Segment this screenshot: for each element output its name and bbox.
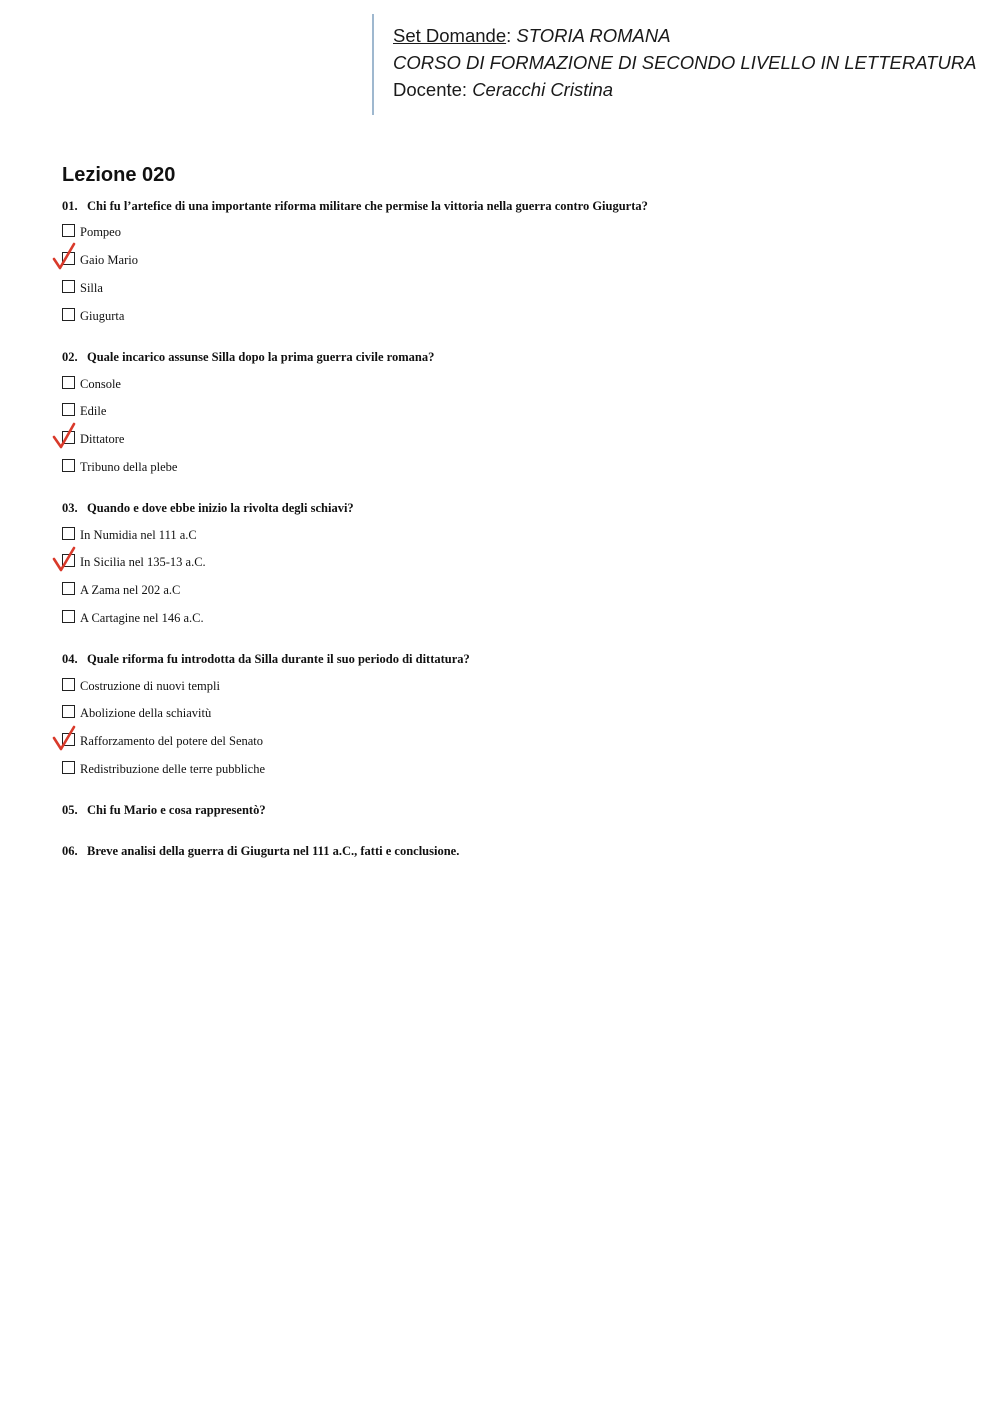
teacher-label: Docente:	[393, 79, 473, 100]
question-number: 05.	[62, 803, 78, 817]
question-text: Quale riforma fu introdotta da Silla durante il suo periodo di dittatura?	[87, 652, 470, 666]
answer-checkbox[interactable]	[62, 280, 75, 293]
header-rule	[372, 14, 374, 115]
answer-label: In Sicilia nel 135-13 a.C.	[80, 555, 206, 569]
set-label: Set Domande	[393, 25, 507, 46]
checkmark-icon	[52, 243, 80, 271]
set-line	[393, 22, 998, 49]
question	[62, 802, 266, 818]
answer-checkbox[interactable]	[62, 459, 75, 472]
answer-checkbox[interactable]	[62, 308, 75, 321]
answer-label: Tribuno della plebe	[80, 460, 178, 474]
answer-label: Silla	[80, 281, 103, 295]
set-value: STORIA ROMANA	[516, 25, 671, 46]
answer-label: In Numidia nel 111 a.C	[80, 528, 197, 542]
question-number: 06.	[62, 844, 78, 858]
answer-checkbox[interactable]	[62, 678, 75, 691]
checkmark-icon	[52, 724, 80, 752]
answer-label: Abolizione della schiavitù	[80, 706, 212, 720]
answer-checkbox[interactable]	[62, 582, 75, 595]
answer-checkbox[interactable]	[62, 761, 75, 774]
question-text: Quale incarico assunse Silla dopo la prima guerra civile romana?	[87, 350, 435, 364]
answer-label: Gaio Mario	[80, 253, 138, 267]
answer-label: Edile	[80, 404, 107, 418]
answer-label: Console	[80, 377, 121, 391]
question	[62, 198, 648, 214]
set-separator: :	[506, 25, 517, 46]
course-line	[393, 49, 998, 76]
document-header	[393, 22, 998, 103]
answer-label: Giugurta	[80, 309, 125, 323]
teacher-line	[393, 76, 998, 103]
answer-label: Costruzione di nuovi templi	[80, 679, 220, 693]
question-number: 04.	[62, 652, 78, 666]
checkmark-icon	[52, 545, 80, 573]
teacher-name: Ceracchi Cristina	[472, 79, 614, 100]
question-text: Chi fu l’artefice di una importante riforma militare che permise la vittoria nella guerra contro Giugurta?	[87, 199, 648, 213]
lesson-title: Lezione 020	[62, 164, 176, 186]
question	[62, 500, 354, 516]
question-number: 02.	[62, 350, 78, 364]
answer-checkbox[interactable]	[62, 403, 75, 416]
question	[62, 651, 470, 667]
question-text: Quando e dove ebbe inizio la rivolta degli schiavi?	[87, 501, 354, 515]
checkmark-icon	[52, 422, 80, 450]
course-name: CORSO DI FORMAZIONE DI SECONDO LIVELLO IN LETTERATURA	[393, 52, 977, 73]
answer-label: A Cartagine nel 146 a.C.	[80, 611, 204, 625]
question-number: 03.	[62, 501, 78, 515]
answer-label: Rafforzamento del potere del Senato	[80, 734, 264, 748]
question-text: Chi fu Mario e cosa rappresentò?	[87, 803, 266, 817]
question-number: 01.	[62, 199, 78, 213]
answer-checkbox[interactable]	[62, 527, 75, 540]
answer-label: Pompeo	[80, 225, 121, 239]
answer-checkbox[interactable]	[62, 376, 75, 389]
answer-label: Redistribuzione delle terre pubbliche	[80, 762, 266, 776]
question	[62, 349, 434, 365]
question-text: Breve analisi della guerra di Giugurta nel 111 a.C., fatti e conclusione.	[87, 844, 460, 858]
answer-label: A Zama nel 202 a.C	[80, 583, 181, 597]
answer-label: Dittatore	[80, 432, 125, 446]
question	[62, 843, 459, 859]
answer-checkbox[interactable]	[62, 610, 75, 623]
answer-checkbox[interactable]	[62, 224, 75, 237]
answer-checkbox[interactable]	[62, 705, 75, 718]
